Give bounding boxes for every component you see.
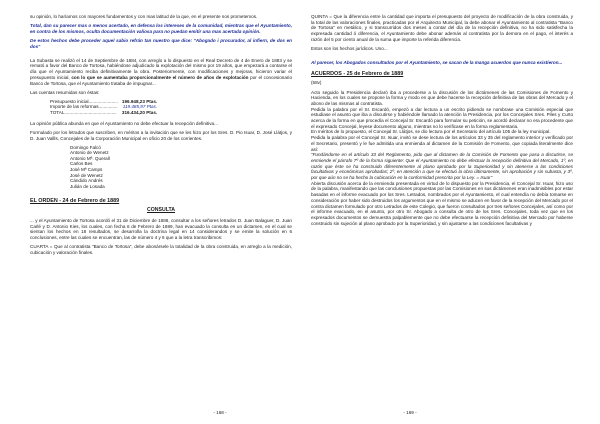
left-subasta-text: La Subasta se realizó el 14 de Septiembre de 1884, con arreglo a lo dispuesto en el Real Decreto de 4 de Enero de 1883 y se remató a favor del Banco de Tortosa, habiéndose adjudicado la explotación del mismo por 19 años, que empezará a contarse el día que el Ayuntamiento reciba definitivamente la obra. Posteriormente, con modificaciones y mejoras, hicieron variar el presupuesto inicial, bbox=[30, 57, 292, 80]
budget-label: Importe de las reformas............... bbox=[50, 104, 118, 110]
signatory-name: José de Wenetz bbox=[70, 172, 103, 178]
acuerdos-heading: ACUERDOS - 25 de Febrero de 1889 bbox=[311, 70, 404, 77]
right-hechos-line: Estos son los hechos jurídicos. Uno... bbox=[311, 45, 388, 51]
left-accounts-intro: Las cuentas resumidas son éstas: bbox=[30, 89, 100, 95]
left-commentary-quote: Total, dan su parecer mas o menos acertado, en defensa los intereses de la comunidad, mientras que el Ayuntamiento, en contra de los mismos, oculta documentación valiosa para no puedan emitir una mas acertada opinión. bbox=[30, 23, 292, 34]
signatory-name: Antonio Mª. Querall bbox=[70, 155, 110, 161]
right-page-number: - 169 - bbox=[403, 410, 417, 415]
budget-label: TOTAL......................................... bbox=[50, 110, 117, 116]
left-formulated-paragraph: Formulado por los letrados que suscriben, en méritos a la invitación que se les hizo por los Sres. D. Pio Isuar, D. José Llátjos, y D. Juan Vallls, Concejales de la Corporación Municipal en oficio 20 de los corrientes. bbox=[30, 129, 292, 141]
left-subasta-bold: con lo que se aumentaba proporcionalmente el número de años de explotación bbox=[71, 74, 249, 80]
left-commentary-quote-2: De estos hechos debe proceder aquel sabio refrán tan nuestro que dice: "Abogado i procurador, al infiern, de dos en dos" bbox=[30, 37, 292, 49]
right-commentary-quote: Al parecer, los Abogados consultados por el Ayuntamiento, se sacan de la manga acuerdos que nunca existieron... bbox=[311, 60, 563, 65]
left-subasta-tail: por el concesionario Banco de Tortosa, que el Ayuntamiento trataba de impugnar... bbox=[30, 74, 293, 86]
budget-table bbox=[50, 99, 161, 116]
right-enmienda-quote: "Fundándome en el artículo 33 del Reglamento, pido que al dictamen de la Comisión de Fomento que pasa a discutirse, se enmiende el párrafo 7º de la forma siguiente: Que el Ayuntamiento no debe efectuar la recepción definitiva del Mercado, 1º, en razón que éste se ha construido diferentemente al plano aprobado por la Superioridad y sin atenerse a las condiciones facultativas y económicas aprobadas; 2º, en atención a que se efectuó la obra últimamente, sin aprobación y sin subasta, y 3º, por que aún no se ha hecho la cubicación en la conformidad prescrita por la Ley. = Isuar" bbox=[311, 152, 573, 181]
signatory-name: Antonio de Wenetz bbox=[70, 150, 109, 156]
left-intro-paragraph: su opinión, lo haríamos con mayores fundamentos y con mas latitud de la que, en el presente nos prometemos. bbox=[30, 14, 258, 19]
right-body-paragraph: Pedida la palabra por el Sr. Escardó, empezó a dar lectura a un escrito pidiendo se nombrase una Comisión especial que estudiase el asunto que iba a discutirse y habiéndole llamado la atención la Presidencia, por los Concejales Sres. Piles y Curto acerca de la forma en que procedía el Concejal Sr. Escardó para formular su petición, se acordó declarar no era procedente que el expresado Concejal, leyese documento alguno, mientras no lo verificase en la forma reglamentaria. bbox=[311, 106, 573, 129]
budget-value: 119.485,97 Ptas. bbox=[122, 104, 158, 110]
left-consulta-paragraph: ... y el Ayuntamiento de Tortosa acordó el 31 de Diciembre de 1888, consultar a los señores letrados D. Juan Balaguer, D. Juan Carlé y D. Antonio Kies, los cuales, con fecha 6 de Febrero de 1889, han evacuado la consulta en un dictamen, en el cual se sientan los hechos en 18 resultados, se desarrolla la doctrina legal en 14 considerandos y se emite la solución en 6 conclusiones, entre las cuales se encuentran, las de número 4 y 6 que a la letra transcribimos: bbox=[30, 217, 292, 240]
el-orden-heading: EL ORDEN - 24 de Febrero de 1889 bbox=[30, 198, 120, 205]
budget-value: 196.948,23 Ptas. bbox=[121, 98, 158, 104]
right-page bbox=[311, 14, 573, 226]
left-subasta-paragraph bbox=[30, 58, 292, 87]
left-public-opinion: La opinión pública abunda en que el Ayuntamiento no debe efectuar la recepción definitiva... bbox=[30, 120, 218, 126]
signatory-name: Domingo Falcó bbox=[70, 144, 101, 150]
signatories-list bbox=[70, 145, 292, 190]
right-quinta-paragraph: QUINTA = Que la diferencia entre la cantidad que importa el presupuesto del proyecto de modificación de la obra construida, y la total de las valoraciones finales, practicadas por el Arquitecto Municipal, la debe abonar el Ayuntamiento al contratista "Banco de Tortosa" en metálico, y si transcurridos dos meses a contar del día de la recepción definitiva, no ha sido satisfecha la expresada cantidad ó diferencia, el Ayuntamiento debe abonar además al contratista por la demora en el pago, el interés a razón del 5 por ciento anual de la suma que importe la referida diferencia. bbox=[311, 14, 573, 42]
left-cuarta-paragraph: CUARTA = Que al contratista "Banco de Tortosa", debe abonársele la totalidad de la obra construida, en arreglo a la medición, cubicación y valoración finales. bbox=[30, 244, 292, 255]
right-body-paragraph: Abierta discusión acerca de la enmienda presentada en virtud de lo dispuesto por la Presidencia, el Concejal Sr. Isuar, hizo uso de la palabra, manifestando que las conclusiones propuestas por las Comisiones en sus dictámenes eran inadmisibles por estar basadas en el informe evacuado por los Sres. Letrados, nombrados por el Ayuntamiento, el cual entendía no debía tomarse en consideración por haber sido destruidos los argumentos que en el mismo se aducen en favor de la recepción del Mercado por el contra dictamen formulado por otro Letrados de este Colegio, que fueron consultados por tres señores Concejales, así como por el informe evacuado, en el asunto, por otro Sr. Abogado a consulta de otro de los Sres. Concejales, toda vez que en los expresados documentos se demuestra palpablemente que no debe efectuarse la recepción definitiva del Mercado por haberse construido sin sujeción al plano aprobado por la Superioridad, y sin ajustarse a las condiciones facultativas y bbox=[311, 180, 573, 226]
left-page-number: - 168 - bbox=[213, 410, 227, 415]
signatory-name: José Mª Camps bbox=[70, 167, 103, 173]
folio-tag: (58v) bbox=[311, 80, 322, 86]
signatory-name: Carlos Bes bbox=[70, 161, 93, 167]
right-body-paragraph: En méritos de lo propuesto, el Concejal Sr. Llátjos, se dio lectura por el Secretario del artículo 105 de la ley municipal. bbox=[311, 129, 551, 135]
right-body-paragraph: Acto seguido la Presidencia declaró iba a procederse a la discusión de los dictámenes de las Comisiones de Fomento y Hacienda, en los cuales se propone la forma y modo en que debe hacerse la recepción definitiva de las obras del Mercado y el abono de las mismas al contratista. bbox=[311, 89, 573, 106]
left-page bbox=[30, 14, 292, 259]
budget-row bbox=[50, 110, 161, 116]
budget-label: Presupuesto inicial....................... bbox=[50, 98, 118, 104]
signatory-name: Cándido Andrés bbox=[70, 178, 103, 184]
signatory-name: Julián de Losada bbox=[70, 183, 105, 189]
right-body-paragraph: Pedida la palabra por el Concejal Sr. Isuar, invitó se dese lectura de los artículos 33 y 35 del reglamento interior y verificado por el Secretario, presentó y le fue admitida una enmienda al dictamen de la Comisión de Fomento, que copiada literalmente dice así: bbox=[311, 135, 573, 152]
budget-value: 316.434,20 Ptas. bbox=[121, 110, 158, 116]
consulta-subheading: CONSULTA bbox=[146, 207, 176, 214]
